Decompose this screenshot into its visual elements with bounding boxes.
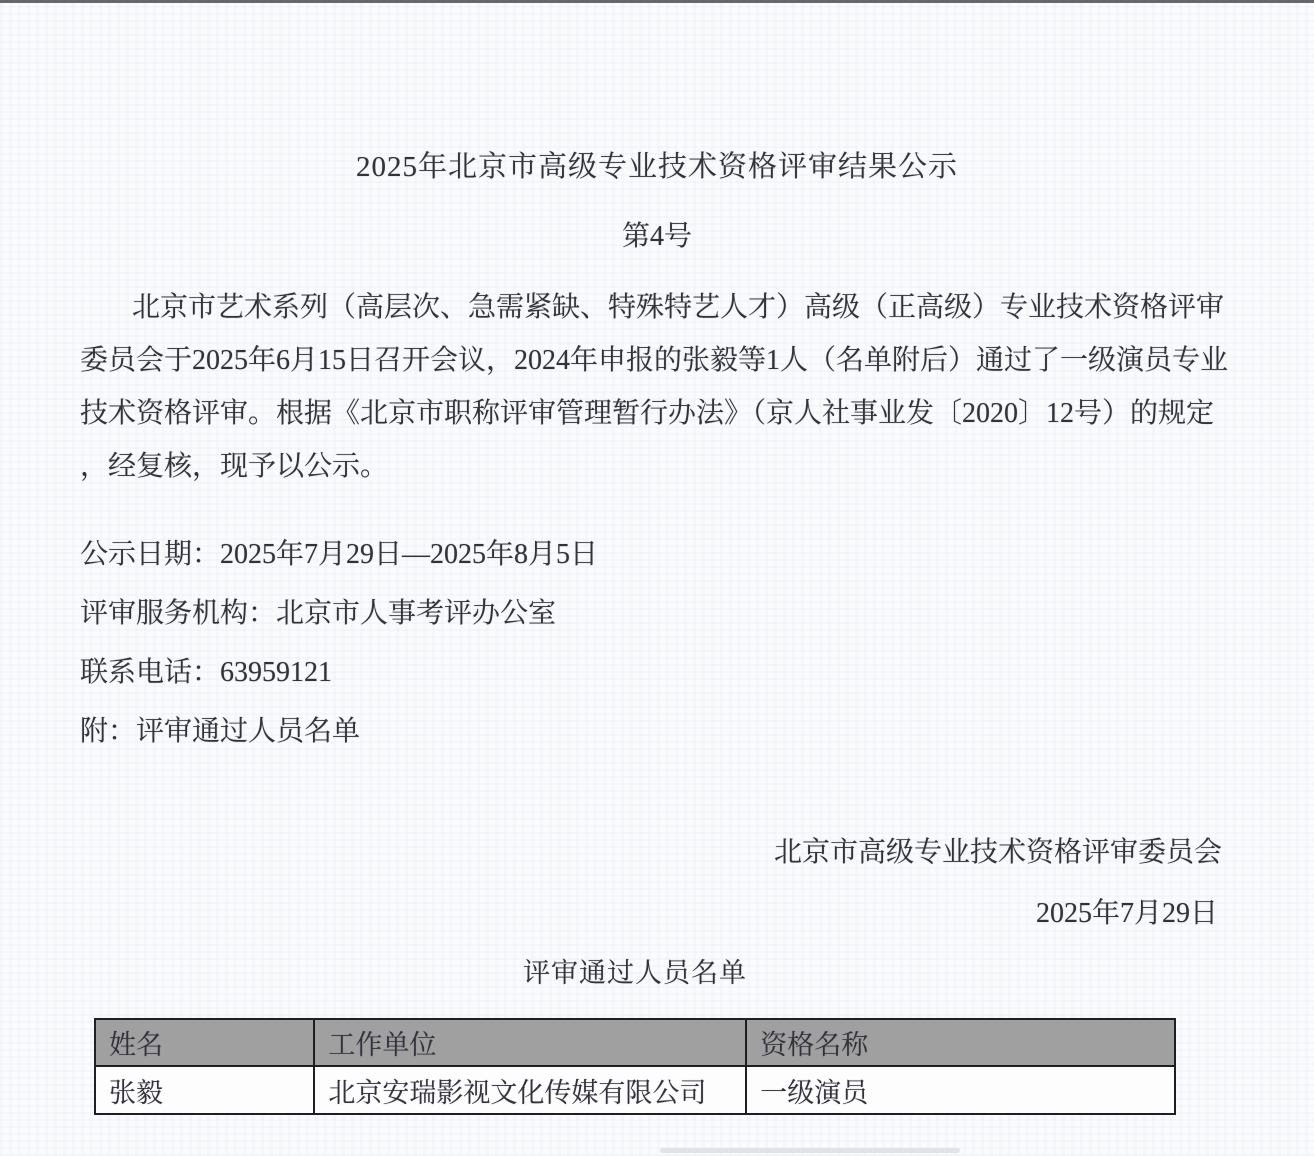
cell-work-unit: 北京安瑞影视文化传媒有限公司 bbox=[314, 1066, 746, 1114]
approved-persons-table bbox=[94, 1018, 1176, 1115]
table-header-row bbox=[95, 1019, 1175, 1066]
table-row bbox=[95, 1066, 1175, 1114]
contact-phone-line: 联系电话：63959121 bbox=[80, 657, 333, 688]
scan-bottom-smudge bbox=[660, 1148, 960, 1153]
roster-section-title: 评审通过人员名单 bbox=[523, 958, 747, 988]
cell-qualification: 一级演员 bbox=[746, 1066, 1175, 1114]
header-cell-work-unit: 工作单位 bbox=[314, 1019, 746, 1066]
scan-top-edge-line bbox=[0, 0, 1314, 3]
paragraph-line: 技术资格评审。根据《北京市职称评审管理暂行办法》（京人社事业发〔2020〕12号）的规定 bbox=[80, 398, 1215, 429]
paragraph-line: ，经复核，现予以公示。 bbox=[80, 451, 389, 482]
cell-person-name: 张毅 bbox=[95, 1066, 314, 1114]
document-title: 2025年北京市高级专业技术资格评审结果公示 bbox=[355, 151, 958, 183]
signature-date: 2025年7月29日 bbox=[1035, 898, 1218, 929]
header-cell-name: 姓名 bbox=[95, 1019, 314, 1066]
paragraph-line: 委员会于2025年6月15日召开会议，2024年申报的张毅等1人（名单附后）通过了一级演员专业 bbox=[80, 345, 1229, 376]
header-cell-qualification: 资格名称 bbox=[746, 1019, 1175, 1066]
signature-organization: 北京市高级专业技术资格评审委员会 bbox=[773, 837, 1222, 868]
attachment-line: 附：评审通过人员名单 bbox=[80, 716, 361, 747]
body-paragraph bbox=[80, 281, 1232, 493]
paragraph-line: 北京市艺术系列（高层次、急需紧缺、特殊特艺人才）高级（正高级）专业技术资格评审 bbox=[132, 292, 1225, 323]
service-org-line: 评审服务机构：北京市人事考评办公室 bbox=[80, 598, 557, 629]
publicity-period-line: 公示日期：2025年7月29日—2025年8月5日 bbox=[80, 539, 599, 570]
document-number: 第4号 bbox=[621, 221, 692, 252]
